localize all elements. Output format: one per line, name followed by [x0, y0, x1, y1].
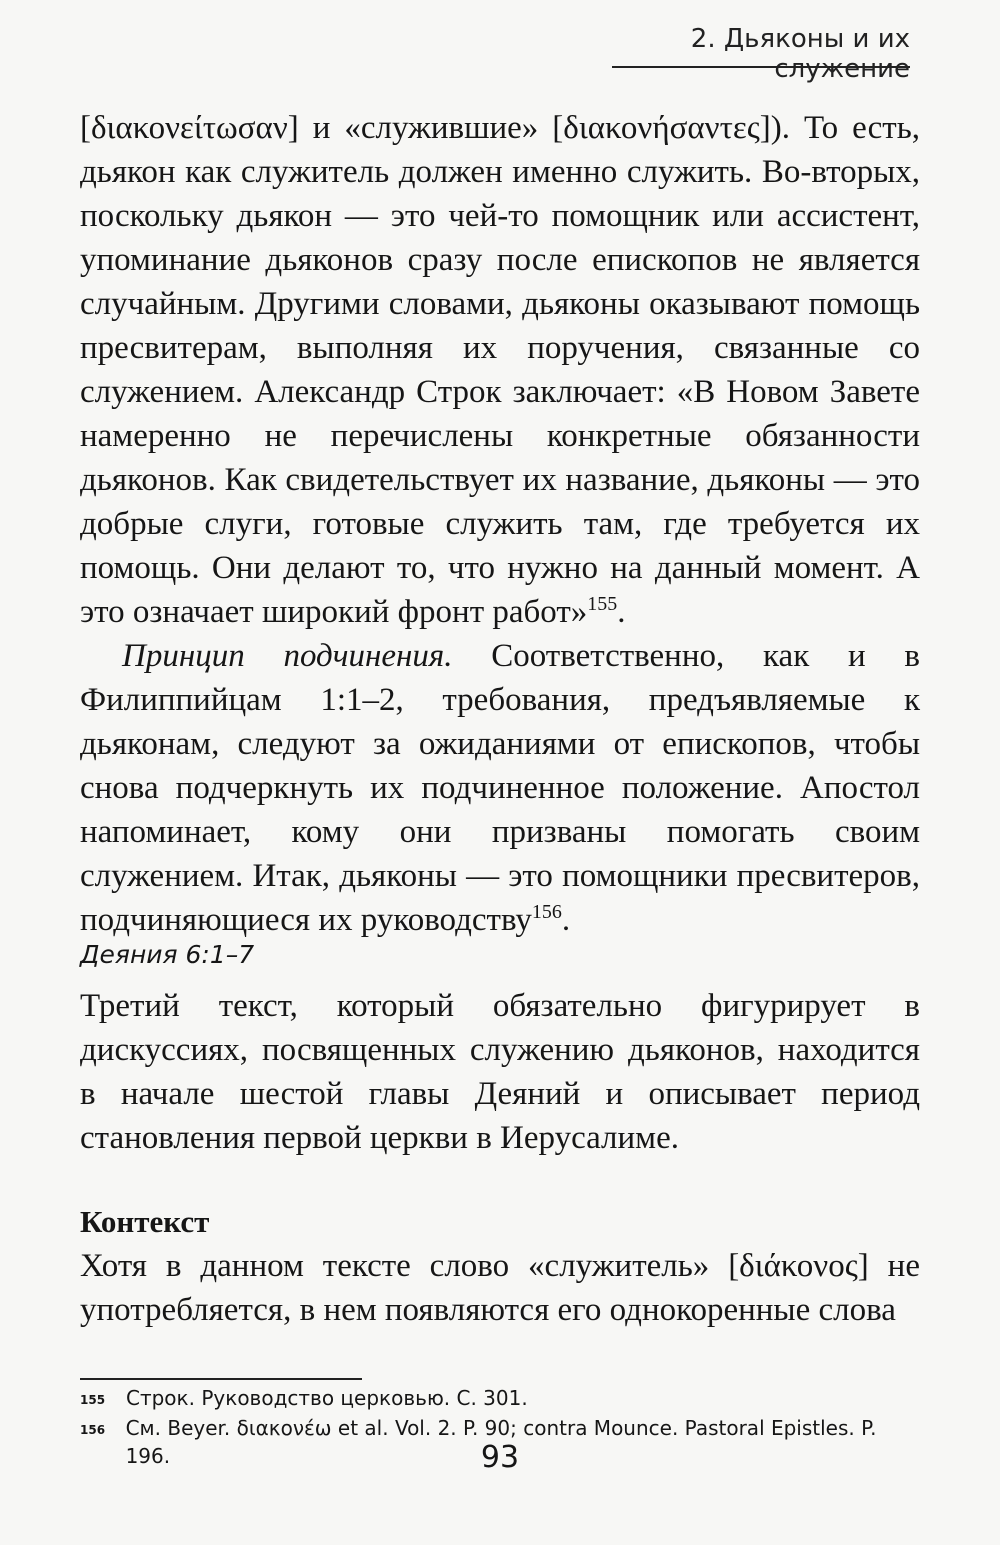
footnote-155	[80, 1384, 920, 1414]
section-subheading: Деяния 6:1–7	[80, 940, 255, 969]
section-context-text	[80, 1244, 920, 1332]
context-heading: Контекст	[80, 1204, 210, 1239]
footnote-number: 155	[80, 1393, 106, 1407]
footnote-number: 156	[80, 1423, 106, 1437]
paragraph-1-text: [διακονείτωσαν] и «служившие» [διακονήσαντες]). То есть, дьякон как служитель должен именно служить. Во-вторых, поскольку дьякон — это чей-то помощник или ассистент, упоминание дьяконов сразу после епископов не является случайным. Другими словами, дьяконы оказывают помощь пресвитерам, выполняя их поручения, связанные со служением. Александр Строк заключает: «В Новом Завете намеренно не перечислены конкретные обязанности дьяконов. Как свидетельствует их название, дьяконы — это добрые слуги, готовые служить там, где требуется их помощь. Они делают то, что нужно на данный момент. А это означает широкий фронт работ»	[80, 110, 920, 630]
section-acts-text	[80, 984, 920, 1160]
main-text	[80, 106, 920, 942]
paragraph-2	[80, 634, 920, 942]
page-number: 93	[480, 1440, 520, 1475]
footnote-ref-156[interactable]: 156	[531, 901, 562, 923]
paragraph-4: Хотя в данном тексте слово «служитель» [διάκονος] не употребляется, в нем появляются его однокоренные слова	[80, 1248, 920, 1328]
footnote-text: См. Beyer. διακονέω et al. Vol. 2. P. 90; contra Mounce. Pastoral Epistles. P. 196.	[125, 1416, 877, 1468]
paragraph-1	[80, 106, 920, 634]
footnote-rule	[80, 1378, 362, 1380]
footnote-text: Строк. Руководство церковью. С. 301.	[126, 1386, 528, 1410]
paragraph-2-lead: Принцип подчинения.	[122, 638, 453, 674]
running-header: 2. Дьяконы и их служение	[690, 24, 910, 84]
header-rule	[612, 66, 910, 68]
footnote-ref-155[interactable]: 155	[587, 593, 618, 615]
paragraph-2-end: .	[561, 902, 571, 938]
paragraph-3: Третий текст, который обязательно фигурирует в дискуссиях, посвященных служению дьяконов, находится в начале шестой главы Деяний и описывает период становления первой церкви в Иерусалиме.	[80, 988, 920, 1156]
paragraph-1-end: .	[617, 594, 626, 630]
paragraph-2-text: Соответственно, как и в Филиппийцам 1:1–2, требования, предъявляемые к дьяконам, следуют за ожиданиями от епископов, чтобы снова подчеркнуть их подчиненное положение. Апостол напоминает, кому они призваны помогать своим служением. Итак, дьяконы — это помощники пресвитеров, подчиняющиеся их руководству	[80, 638, 920, 938]
